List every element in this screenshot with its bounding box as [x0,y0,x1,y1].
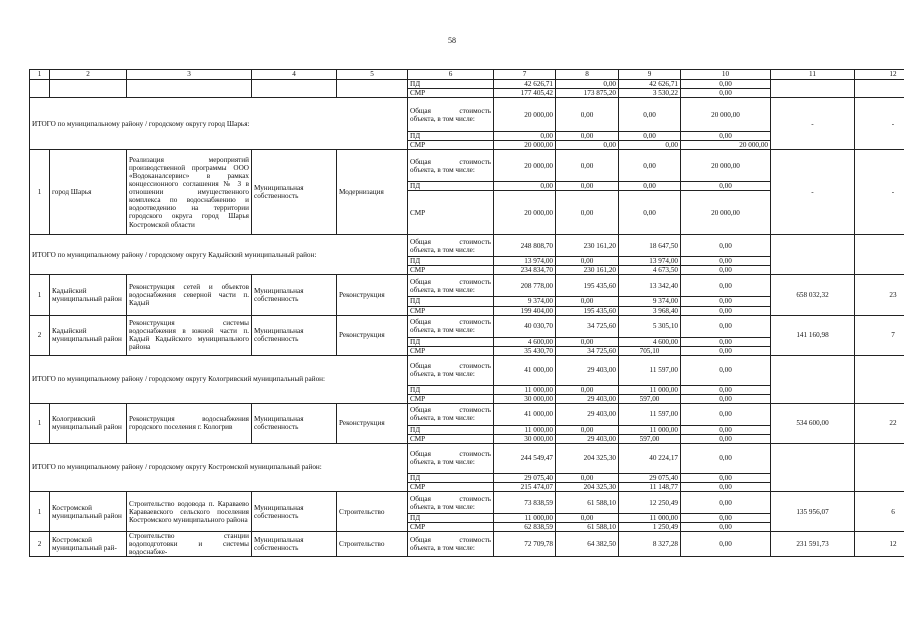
table-cell: 0,00 [681,275,771,297]
table-cell: 72 709,78 [494,532,556,557]
table-cell: Кологривский муниципальный район [50,403,127,443]
table-cell: 30 000,00 [494,434,556,443]
table-cell: 0,00 [556,141,619,150]
table-cell: 40 030,70 [494,315,556,337]
table-cell: 73 838,59 [494,492,556,514]
table-cell: Кадыйский муниципальный район [50,275,127,315]
table-cell: 141 160,98 [771,315,855,355]
table-cell: 11 148,77 [619,483,681,492]
header-cell: 5 [337,70,408,80]
table-cell: 1 [30,403,50,443]
table-cell: объекта, в том числе: [410,245,475,254]
table-cell: 0,00 [681,266,771,275]
table-row [30,80,904,89]
table-cell: 3 968,40 [619,306,681,315]
table-cell: СМР [408,191,494,235]
table-cell [408,98,494,132]
table-cell: 0,00 [556,514,619,523]
table-cell: 234 834,70 [494,266,556,275]
table-cell: стоимость [459,362,491,371]
table-cell: 0,00 [556,80,619,89]
header-cell: 3 [127,70,252,80]
table-cell [771,443,855,491]
table-cell: 11 000,00 [494,425,556,434]
table-cell: 0,00 [619,98,681,132]
table-cell: 61 588,10 [556,492,619,514]
total-row [30,443,904,473]
table-cell: 11 597,00 [619,403,681,425]
table-cell: стоимость [459,106,491,115]
table-cell [408,403,494,425]
table-cell: 29 075,40 [619,473,681,482]
table-cell: 13 974,00 [494,257,556,266]
table-cell: 0,00 [681,80,771,89]
table-cell [408,150,494,182]
table-cell: 0,00 [681,394,771,403]
table-cell [408,235,494,257]
table-cell: Реконструкция [337,315,408,355]
table-cell: 534 600,00 [771,403,855,443]
table-cell: 0,00 [681,385,771,394]
table-cell: 29 075,40 [494,473,556,482]
table-cell: 204 325,30 [556,443,619,473]
table-cell: 204 325,30 [556,483,619,492]
table-cell: объекта, в том числе: [410,326,475,335]
table-cell: 0,00 [619,141,681,150]
table-cell [771,235,855,275]
table-cell [127,80,252,98]
table-cell: 12 250,49 [619,492,681,514]
table-cell: 11 000,00 [619,385,681,394]
table-cell: ПД [408,514,494,523]
table-cell: 1 [30,150,50,235]
table-cell: 0,00 [681,443,771,473]
table-cell: 1 [30,275,50,315]
table-row [30,403,904,425]
header-cell: 4 [252,70,337,80]
table-cell [408,275,494,297]
table-cell: 7 [855,315,904,355]
table-cell: Общая [410,277,431,286]
table-cell: Строительство водовода п. Караваево Караваевского сельского поселения Костромского муниципального района [127,492,252,532]
table-cell: 42 626,71 [619,80,681,89]
table-cell: Костромской муниципальный район [50,492,127,532]
table-cell: 20 000,00 [681,191,771,235]
table-cell: 230 161,20 [556,266,619,275]
table-cell: 20 000,00 [494,191,556,235]
table-cell: - [771,150,855,235]
table-cell [408,355,494,385]
table-cell: Общая [410,237,431,246]
table-cell [855,80,904,98]
table-cell: стоимость [459,277,491,286]
table-cell: 29 403,00 [556,355,619,385]
table-cell: 13 974,00 [619,257,681,266]
table-cell: город Шарья [50,150,127,235]
table-cell: 0,00 [556,150,619,182]
table-cell: 0,00 [681,355,771,385]
table-cell: 0,00 [556,98,619,132]
table-cell: 0,00 [494,182,556,191]
table-cell: Общая [410,450,431,459]
table-cell: 42 626,71 [494,80,556,89]
table-cell: объекта, в том числе: [410,458,475,467]
header-cell: 9 [619,70,681,80]
table-cell: Реализация мероприятий производственной программы ООО «Водоканалсервис» в рамках концессионного соглашения № 3 в отношении имущественного комплекса по водоснабжению и водоотведению на территории городского округа город Шарья Костромской области [127,150,252,235]
table-cell: 5 305,10 [619,315,681,337]
table-cell: - [855,98,904,150]
table-cell: 11 597,00 [619,355,681,385]
table-cell: 0,00 [556,297,619,306]
table-cell: 9 374,00 [619,297,681,306]
table-cell: 0,00 [619,191,681,235]
table-cell: 0,00 [556,257,619,266]
table-cell: 29 403,00 [556,403,619,425]
table-cell: 244 549,47 [494,443,556,473]
header-cell: 2 [50,70,127,80]
table-cell: 0,00 [681,306,771,315]
table-cell: Муниципальная собственность [252,403,337,443]
table-cell [252,80,337,98]
header-cell: 10 [681,70,771,80]
table-cell: 177 405,42 [494,89,556,98]
table-cell: 35 430,70 [494,346,556,355]
table-cell: 4 600,00 [619,337,681,346]
table-cell: 215 474,07 [494,483,556,492]
table-cell: 0,00 [556,191,619,235]
table-cell: Общая [410,157,431,166]
table-cell: стоимость [459,318,491,326]
table-cell: 0,00 [556,425,619,434]
table-cell: 34 725,60 [556,346,619,355]
table-cell: стоимость [459,406,491,415]
table-cell: 195 435,60 [556,306,619,315]
table-cell: ИТОГО по муниципальному району / городскому округу Кадыйский муниципальный район: [30,235,408,275]
table-cell: Общая [410,362,431,371]
table-cell: 20 000,00 [681,150,771,182]
table-cell: объекта, в том числе: [410,370,475,379]
table-cell: 29 403,00 [556,394,619,403]
table-cell: 23 [855,275,904,315]
table-cell: 705,10 [619,346,681,355]
table-cell: СМР [408,266,494,275]
table-cell: 0,00 [681,403,771,425]
table-cell: Общая [410,536,431,545]
table-cell: стоимость [459,237,491,246]
pd-label: ПД [408,80,494,89]
table-cell: Реконструкция [337,275,408,315]
table-cell [771,80,855,98]
table-cell: 195 435,60 [556,275,619,297]
table-cell: СМР [408,394,494,403]
table-cell: 12 [855,532,904,557]
table-cell: 29 403,00 [556,434,619,443]
table-row [30,275,904,297]
table-cell: Строительство [337,532,408,557]
table-cell: 20 000,00 [494,150,556,182]
header-cell: 12 [855,70,904,80]
table-row [30,315,904,337]
table-cell: 30 000,00 [494,394,556,403]
table-cell: стоимость [459,450,491,459]
table-cell: 0,00 [556,385,619,394]
table-cell [408,532,494,557]
table-cell: Кадыйский муниципальный район [50,315,127,355]
table-cell [50,80,127,98]
table-cell: 0,00 [556,337,619,346]
table-cell: объекта, в том числе: [410,285,475,294]
table-cell [855,443,904,491]
column-number-row [30,70,904,80]
table-cell: 0,00 [556,182,619,191]
table-cell: Общая [410,406,431,415]
table-cell [855,355,904,403]
table-cell: 0,00 [681,514,771,523]
table-cell: 0,00 [619,182,681,191]
table-cell: Строительство [337,492,408,532]
table-cell [30,80,50,98]
table-cell: 0,00 [681,434,771,443]
table-cell: 0,00 [681,257,771,266]
table-cell: ПД [408,257,494,266]
table-cell: 0,00 [681,425,771,434]
table-cell: 0,00 [681,235,771,257]
table-cell: 0,00 [681,315,771,337]
table-cell: 597,00 [619,394,681,403]
table-cell: ПД [408,425,494,434]
table-cell: ИТОГО по муниципальному району / городскому округу Костромской муниципальный район: [30,443,408,491]
header-cell: 8 [556,70,619,80]
table-cell: 0,00 [681,132,771,141]
table-cell: 0,00 [681,473,771,482]
table-cell: 11 000,00 [619,514,681,523]
table-cell: - [855,150,904,235]
table-cell: 0,00 [494,132,556,141]
table-cell: СМР [408,141,494,150]
table-row [30,492,904,514]
table-cell: 597,00 [619,434,681,443]
table-cell: 0,00 [681,89,771,98]
table-cell: объекта, в том числе: [410,502,475,511]
table-cell: 4 673,50 [619,266,681,275]
table-cell: 0,00 [681,337,771,346]
table-cell: 0,00 [619,132,681,141]
table-cell [855,235,904,275]
table-cell: 0,00 [681,523,771,532]
table-cell: Костромской муниципальный рай- [50,532,127,557]
table-cell: 64 382,50 [556,532,619,557]
table-cell: 41 000,00 [494,355,556,385]
table-cell: 230 161,20 [556,235,619,257]
table-cell: 0,00 [681,182,771,191]
table-cell [408,315,494,337]
table-cell: 658 032,32 [771,275,855,315]
table-cell: СМР [408,434,494,443]
table-cell: СМР [408,523,494,532]
table-cell: ПД [408,385,494,394]
table-cell: Модернизация [337,150,408,235]
total-row [30,98,904,132]
table-cell: 199 404,00 [494,306,556,315]
table-cell: - [771,98,855,150]
total-row [30,355,904,385]
table-cell: 2 [30,532,50,557]
table-cell: 18 647,50 [619,235,681,257]
table-cell: 20 000,00 [494,141,556,150]
table-cell: Общая [410,106,431,115]
table-cell: СМР [408,346,494,355]
table-row [30,150,904,182]
table-cell [771,355,855,403]
table-cell: 1 [30,492,50,532]
table-cell: 2 [30,315,50,355]
table-cell: 20 000,00 [681,98,771,132]
smr-label: СМР [408,89,494,98]
table-cell: 11 000,00 [619,425,681,434]
table-cell: стоимость [459,536,491,545]
table-cell: ПД [408,132,494,141]
page-number: 58 [448,36,456,45]
table-cell: Реконструкция [337,403,408,443]
table-cell: 61 588,10 [556,523,619,532]
investment-table [29,69,904,557]
table-cell: объекта, в том числе: [410,114,475,123]
table-cell: Муниципальная собственность [252,532,337,557]
header-cell: 11 [771,70,855,80]
table-cell: 20 000,00 [494,98,556,132]
table-cell: ПД [408,337,494,346]
table-cell: 0,00 [681,492,771,514]
table-cell: Реконструкция системы водоснабжения в южной части п. Кадый Кадыйского муниципального района [127,315,252,355]
table-cell: ПД [408,182,494,191]
table-cell: 0,00 [619,150,681,182]
header-cell: 6 [408,70,494,80]
table-cell: 3 530,22 [619,89,681,98]
table-cell: ИТОГО по муниципальному району / городскому округу Кологривский муниципальный район: [30,355,408,403]
table-cell: стоимость [459,157,491,166]
table-cell: СМР [408,306,494,315]
table-cell: стоимость [459,494,491,503]
table-cell: объекта, в том числе: [410,544,475,553]
table-cell: Строительство станции водоподготовки и системы водоснабже- [127,532,252,557]
table-cell: 11 000,00 [494,514,556,523]
table-cell: Реконструкция сетей и объектов водоснабжения северной части п. Кадый [127,275,252,315]
table-cell: 11 000,00 [494,385,556,394]
table-cell [408,443,494,473]
table-cell: Реконструкция водоснабжения городского поселения г. Кологрив [127,403,252,443]
table-cell: 22 [855,403,904,443]
table-cell: 0,00 [681,297,771,306]
table-cell: ПД [408,473,494,482]
table-cell: 208 778,00 [494,275,556,297]
table-cell: 0,00 [556,132,619,141]
table-cell: Муниципальная собственность [252,150,337,235]
table-cell: 231 591,73 [771,532,855,557]
table-cell: 135 956,07 [771,492,855,532]
table-cell: 6 [855,492,904,532]
table-cell: 20 000,00 [681,141,771,150]
total-row [30,235,904,257]
table-cell: 13 342,40 [619,275,681,297]
table-cell: 0,00 [681,532,771,557]
table-cell: Муниципальная собственность [252,315,337,355]
section-total-label: ИТОГО по муниципальному району / городскому округу город Шарья: [30,98,408,150]
table-cell: 8 327,28 [619,532,681,557]
table-cell [337,80,408,98]
table-cell: 0,00 [681,483,771,492]
table-cell: Общая [410,494,431,503]
table-cell: 40 224,17 [619,443,681,473]
table-cell: ПД [408,297,494,306]
table-cell [408,492,494,514]
table-cell: 0,00 [681,346,771,355]
table-cell: СМР [408,483,494,492]
table-cell: 9 374,00 [494,297,556,306]
table-cell: 34 725,60 [556,315,619,337]
table-cell: 4 600,00 [494,337,556,346]
table-cell: 1 250,49 [619,523,681,532]
table-cell: объекта, в том числе: [410,165,475,174]
header-cell: 1 [30,70,50,80]
table-cell: 41 000,00 [494,403,556,425]
table-cell: 0,00 [556,473,619,482]
table-cell: Общая [410,318,431,326]
table-cell: Муниципальная собственность [252,492,337,532]
table-row [30,532,904,557]
table-cell: 62 838,59 [494,523,556,532]
table-cell: объекта, в том числе: [410,414,475,423]
header-cell: 7 [494,70,556,80]
table-cell: Муниципальная собственность [252,275,337,315]
table-cell: 173 875,20 [556,89,619,98]
table-cell: 248 808,70 [494,235,556,257]
